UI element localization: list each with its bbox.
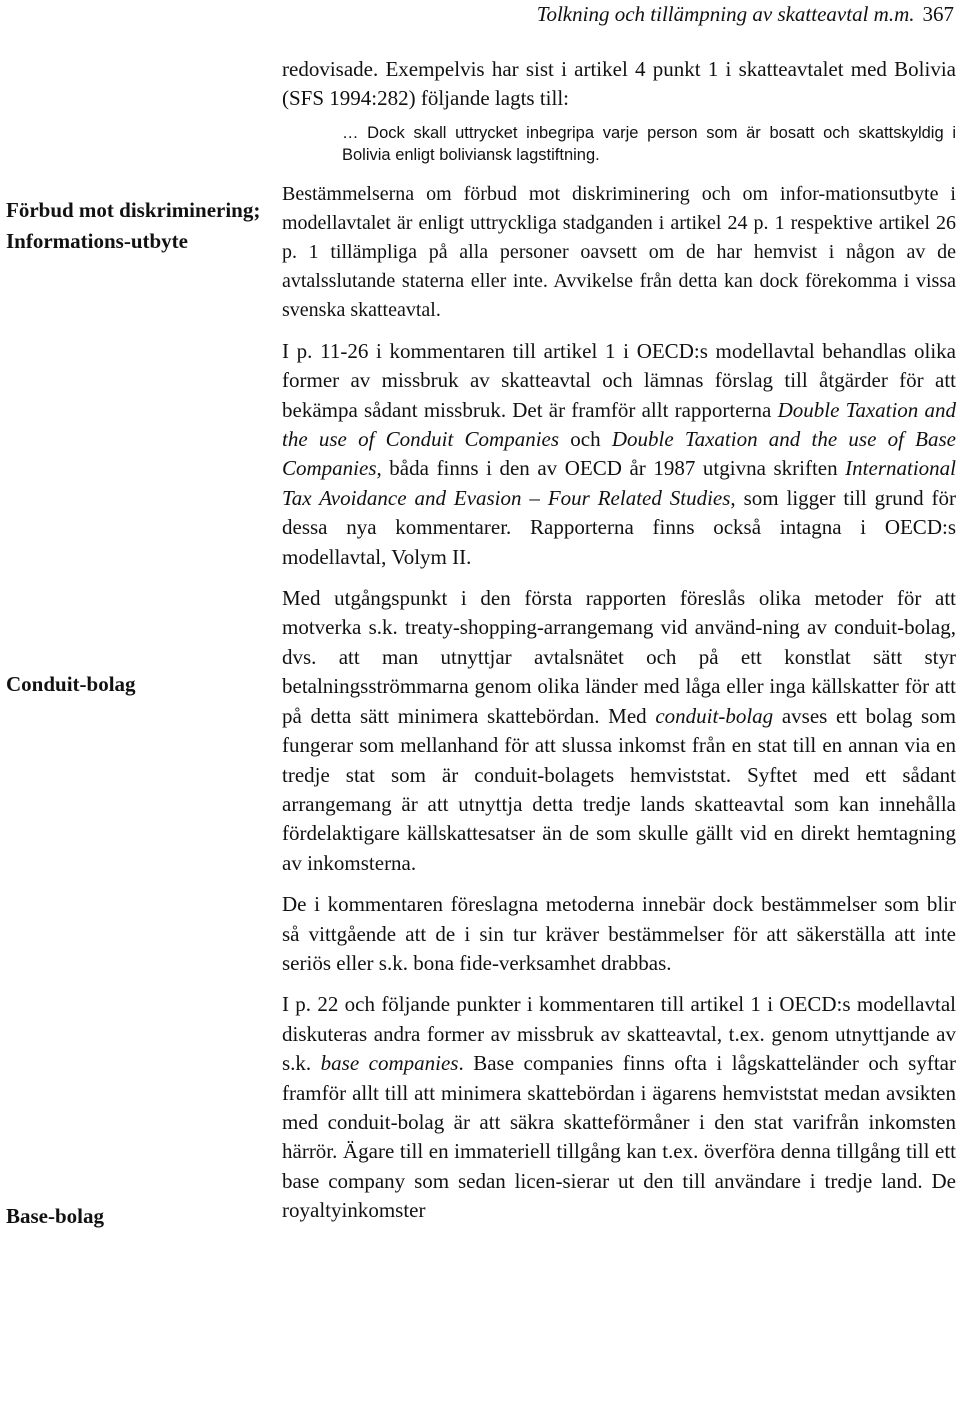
running-header [537,2,954,27]
page-number: 367 [922,2,954,26]
paragraph-conduit: Med utgångspunkt i den första rapporten föreslås olika metoder för att motverka s.k. treaty-shopping-arrangemang vid använd-ning av conduit-bolag, dvs. att man utnyttjar avtalsnätet och på ett konstlat sätt styr betalningsströmmarna genom olika länder med låga eller inga källskatter för att på detta sätt minimera skattebördan. Med conduit-bolag avses ett bolag som fungerar som mellanhand för att slussa inkomst från en stat till en annan via en tredje stat som är conduit-bolagets hemviststat. Syftet med ett sådant arrangemang är att utnyttja detta tredje lands skatteavtal som kan innehålla fördelaktigare källskattesatser än de som skulle gällt vid en direkt hemtagning av inkomsterna. [282,586,956,875]
margin-note-base: Base-bolag [6,1204,105,1228]
block-quote: … Dock skall uttrycket inbegripa varje person som är bosatt och skattskyldig i Bolivia enligt boliviansk lagstiftning. [342,123,956,164]
body-text [282,55,956,1238]
paragraph-intro: redovisade. Exempelvis har sist i artikel 4 punkt 1 i skatteavtalet med Bolivia (SFS 1994:282) följande lagts till: [282,57,956,111]
margin-note-diskriminering: Förbud mot diskriminering; Informations-utbyte [6,198,261,253]
paragraph-missbruk: I p. 11-26 i kommentaren till artikel 1 i OECD:s modellavtal behandlas olika former av missbruk av skatteavtal och lämnas förslag till åtgärder för att bekämpa sådant missbruk. Det är framför allt rapporterna Double Taxation and the use of Conduit Companies och Double Taxation and the use of Base Companies, båda finns i den av OECD år 1987 utgivna skriften International Tax Avoidance and Evasion – Four Related Studies, som ligger till grund för dessa nya kommentarer. Rapporterna finns också intagna i OECD:s modellavtal, Volym II. [282,338,956,569]
margin-note-conduit: Conduit-bolag [6,672,136,696]
paragraph-diskriminering: Bestämmelserna om förbud mot diskriminering och om infor-mationsutbyte i modellavtalet är enligt uttryckliga stadganden i artikel 24 p. 1 respektive artikel 26 p. 1 tillämpliga på alla personer oavsett om de har hemvist i någon av de avtalsslutande staterna eller inte. Avvikelse från detta kan dock förekomma i vissa svenska skatteavtal. [282,182,956,321]
header-title: Tolkning och tillämpning av skatteavtal m.m. [536,2,915,26]
paragraph-base-companies: I p. 22 och följande punkter i kommentaren till artikel 1 i OECD:s modellavtal diskuteras andra former av missbruk av skatteavtal, t.ex. genom utnyttjande av s.k. base companies. Base companies finns ofta i lågskatteländer och syftar framför allt till att minimera skattebördan i ägarens hemviststat medan avsikten med conduit-bolag är att säkra skatteförmåner i den stat varifrån inkomsten härrör. Ägare till en immateriell tillgång kan t.ex. överföra denna tillgång till ett base company som sedan licen-sierar ut den till användare i tredje land. De royaltyinkomster [282,992,956,1223]
paragraph-metoder: De i kommentaren föreslagna metoderna innebär dock bestämmelser som blir så vittgående att de i sin tur kräver bestämmelser för att säkerställa att inte seriös eller s.k. bona fide-verksamhet drabbas. [282,892,956,975]
